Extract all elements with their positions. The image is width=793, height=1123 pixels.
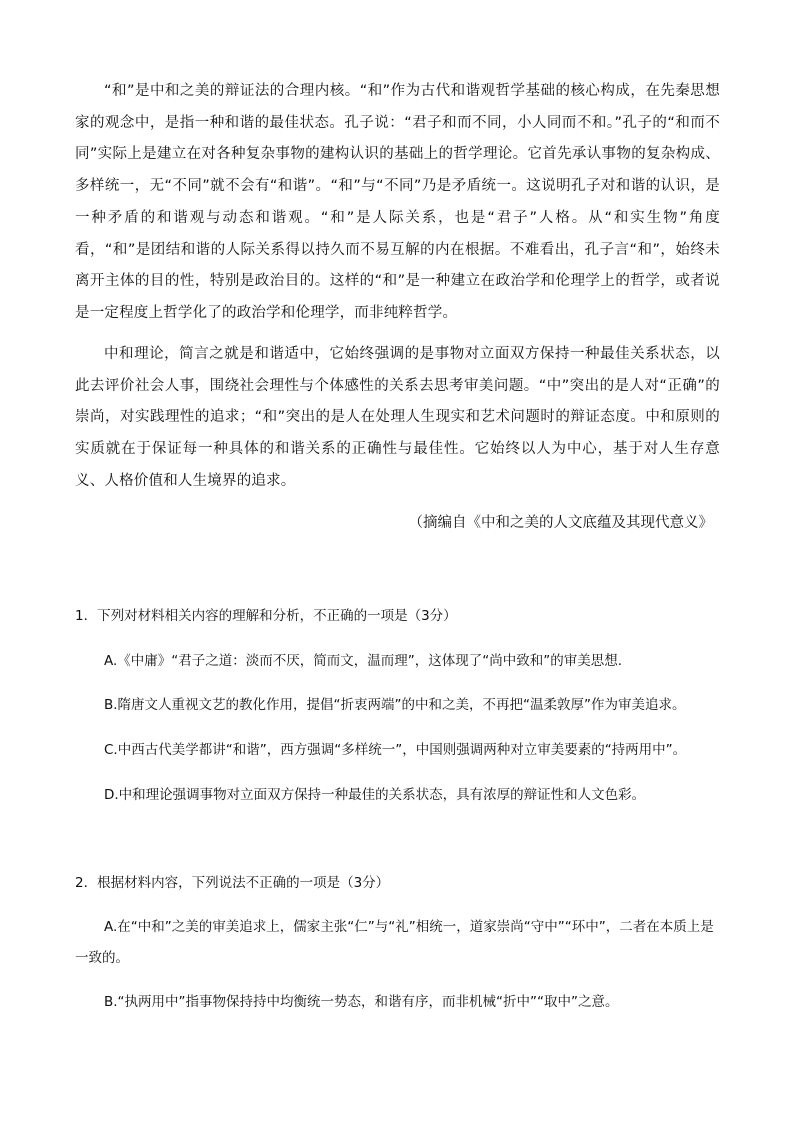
passage-paragraph-1: “和”是中和之美的辩证法的合理内核。“和”作为古代和谐观哲学基础的核心构成，在先秦思想家的观念中，是指一种和谐的最佳状态。孔子说：“君子和而不同，小人同而不和。”孔子的“和而不同”实际上是建立在对各种复杂事物的建构认识的基础上的哲学理论。它首先承认事物的复杂构成、多样统一，无“不同”就不会有“和谐”。“和”与“不同”乃是矛盾统一。这说明孔子对和谐的认识，是一种矛盾的和谐观与动态和谐观。“和”是人际关系，也是“君子”人格。从“和实生物”角度看，“和”是团结和谐的人际关系得以持久而不易互解的内在根据。不难看出，孔子言“和”，始终未离开主体的目的性，特别是政治目的。这样的“和”是一种建立在政治学和伦理学上的哲学，或者说是一定程度上哲学化了的政治学和伦理学，而非纯粹哲学。 — [75, 83, 720, 321]
question-1-option-d: D.中和理论强调事物对立面双方保持一种最佳的关系状态，具有浓厚的辩证性和人文色彩。 — [104, 787, 646, 803]
question-2-option-b: B.“执两用中”指事物保持持中均衡统一势态，和谐有序，而非机械“折中”“取中”之意。 — [104, 994, 619, 1010]
question-2-option-a: A.在“中和”之美的审美追求上，儒家主张“仁”与“礼”相统一，道家崇尚“守中”“环中”，二者在本质上是一致的。 — [75, 919, 714, 966]
passage-source: （摘编自《中和之美的人文底蕴及其现代意义》 — [408, 515, 713, 531]
question-1-option-c: C.中西古代美学都讲“和谐”，西方强调“多样统一”，中国则强调两种对立审美要素的“持两用中”。 — [104, 742, 687, 758]
passage-paragraph-2: 中和理论，简言之就是和谐适中，它始终强调的是事物对立面双方保持一种最佳关系状态，以此去评价社会人事，围绕社会理性与个体感性的关系去思考审美问题。“中”突出的是人对“正确”的崇尚，对实践理性的追求；“和”突出的是人在处理人生现实和艺术问题时的辩证态度。中和原则的实质就在于保证每一种具体的和谐关系的正确性与最佳性。它始终以人为中心，基于对人生存意义、人格价值和人生境界的追求。 — [75, 346, 720, 489]
question-1-stem: 1．下列对材料相关内容的理解和分析，不正确的一项是（3分） — [75, 608, 457, 624]
question-1-option-b: B.隋唐文人重视文艺的教化作用，提倡“折衷两端”的中和之美，不再把“温柔敦厚”作为审美追求。 — [104, 697, 686, 713]
question-2-stem: 2．根据材料内容，下列说法不正确的一项是（3分） — [75, 875, 390, 891]
question-1-option-a: A.《中庸》“君子之道：淡而不厌，简而文，温而理”，这体现了“尚中致和”的审美思想. — [104, 653, 623, 669]
